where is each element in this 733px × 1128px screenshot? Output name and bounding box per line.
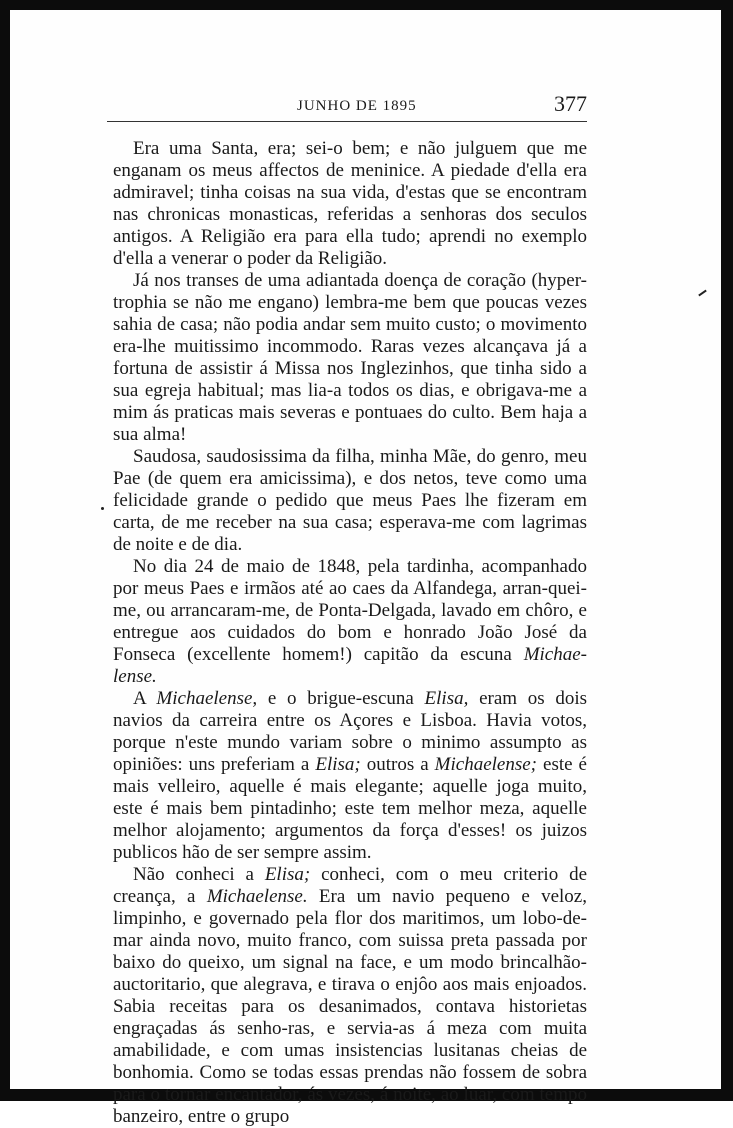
paragraph-3: Saudosa, saudosissima da filha, minha Mãe, do genro, meu Pae (de quem era amicissima), e dos netos, teve como uma felicidade grande o pedido que meus Paes lhe fizeram em carta, de me receber na sua casa; esperava-me com lagrimas de noite e de dia.	[113, 446, 587, 555]
margin-dot	[101, 507, 104, 510]
p5-text: outros a	[366, 754, 429, 775]
p6-text: conheci, com o meu criterio de creança, a	[113, 864, 588, 907]
margin-mark	[698, 290, 707, 297]
body-text	[113, 138, 587, 1128]
paragraph-4	[113, 556, 587, 688]
header-rule	[107, 121, 587, 122]
p4-text: No dia 24 de maio de 1848, pela tardinha, acompanhado por meus Paes e irmãos até ao caes da Alfandega, arran-quei-me, ou arrancaram-me, de Ponta-Delgada, lavado em chôro, e entregue aos cuidados do bom e honrado João José da Fonseca (excellente homem!) capitão da escuna	[113, 556, 587, 665]
p5-text: este é mais velleiro, aquelle é mais elegante; aquelle joga muito, este é mais bem pintadinho; este tem melhor meza, aquelle melhor alojamento; argumentos da força d'esses! os juizos publicos hão de ser sempre assim.	[113, 754, 587, 863]
ship-name: Michaelense.	[206, 886, 308, 907]
paragraph-6	[113, 864, 587, 1128]
ship-name: Michaelense;	[434, 754, 538, 775]
ship-name: Michae-lense.	[113, 644, 587, 687]
ship-name: Elisa;	[315, 754, 361, 775]
running-title: JUNHO DE 1895	[297, 98, 417, 114]
page-number: 377	[554, 91, 587, 116]
p6-text: Não conheci a	[133, 864, 254, 885]
p5-text: A	[133, 688, 146, 709]
paragraph-5	[113, 688, 587, 864]
ship-name: Elisa;	[264, 864, 311, 885]
paragraph-2: Já nos transes de uma adiantada doença de coração (hyper-trophia se não me engano) lembra-me bem que poucas vezes sahia de casa; não podia andar sem muito custo; o movimento era-lhe muitissimo incommodo. Raras vezes alcançava já a fortuna de assistir á Missa nos Inglezinhos, que tinha sido a sua egreja habitual; mas lia-a todos os dias, e obrigava-me a mim ás praticas mais severas e pontuaes do culto. Bem haja a sua alma!	[113, 270, 587, 445]
p5-text: e o brigue-escuna	[267, 688, 414, 709]
ship-name: Michaelense,	[156, 688, 258, 709]
p5-text: eram os dois navios da carreira entre os Açores e Lisboa. Havia votos, porque n'este mundo variam sobre o minimo assumpto as opiniões: uns preferiam a	[113, 688, 588, 775]
page-header	[107, 82, 587, 122]
paragraph-1: Era uma Santa, era; sei-o bem; e não julguem que me enganam os meus affectos de meninice. A piedade d'ella era admiravel; tinha coisas na sua vida, d'estas que se encontram nas chronicas monasticas, referidas a senhoras dos seculos antigos. A Religião era para ella tudo; aprendi no exemplo d'ella a venerar o poder da Religião.	[113, 138, 587, 269]
ship-name: Elisa,	[424, 688, 469, 709]
p6-text: Era um navio pequeno e veloz, limpinho, e governado pela flor dos maritimos, um lobo-de-mar ainda novo, muito franco, com suissa preta passada por baixo do queixo, um signal na face, e um modo brincalhão-auctoritario, que alegrava, e tirava o enjôo aos mais enjoados. Sabia receitas para os desanimados, contava historietas engraçadas ás senho-ras, e servia-as á meza com muita amabilidade, e com umas insistencias lusitanas cheias de bonhomia. Como se todas essas prendas não fossem de sobra para o tornar encantador, ás vezes, á noite, ao luar, com tempo banzeiro, entre o grupo	[113, 886, 587, 1127]
